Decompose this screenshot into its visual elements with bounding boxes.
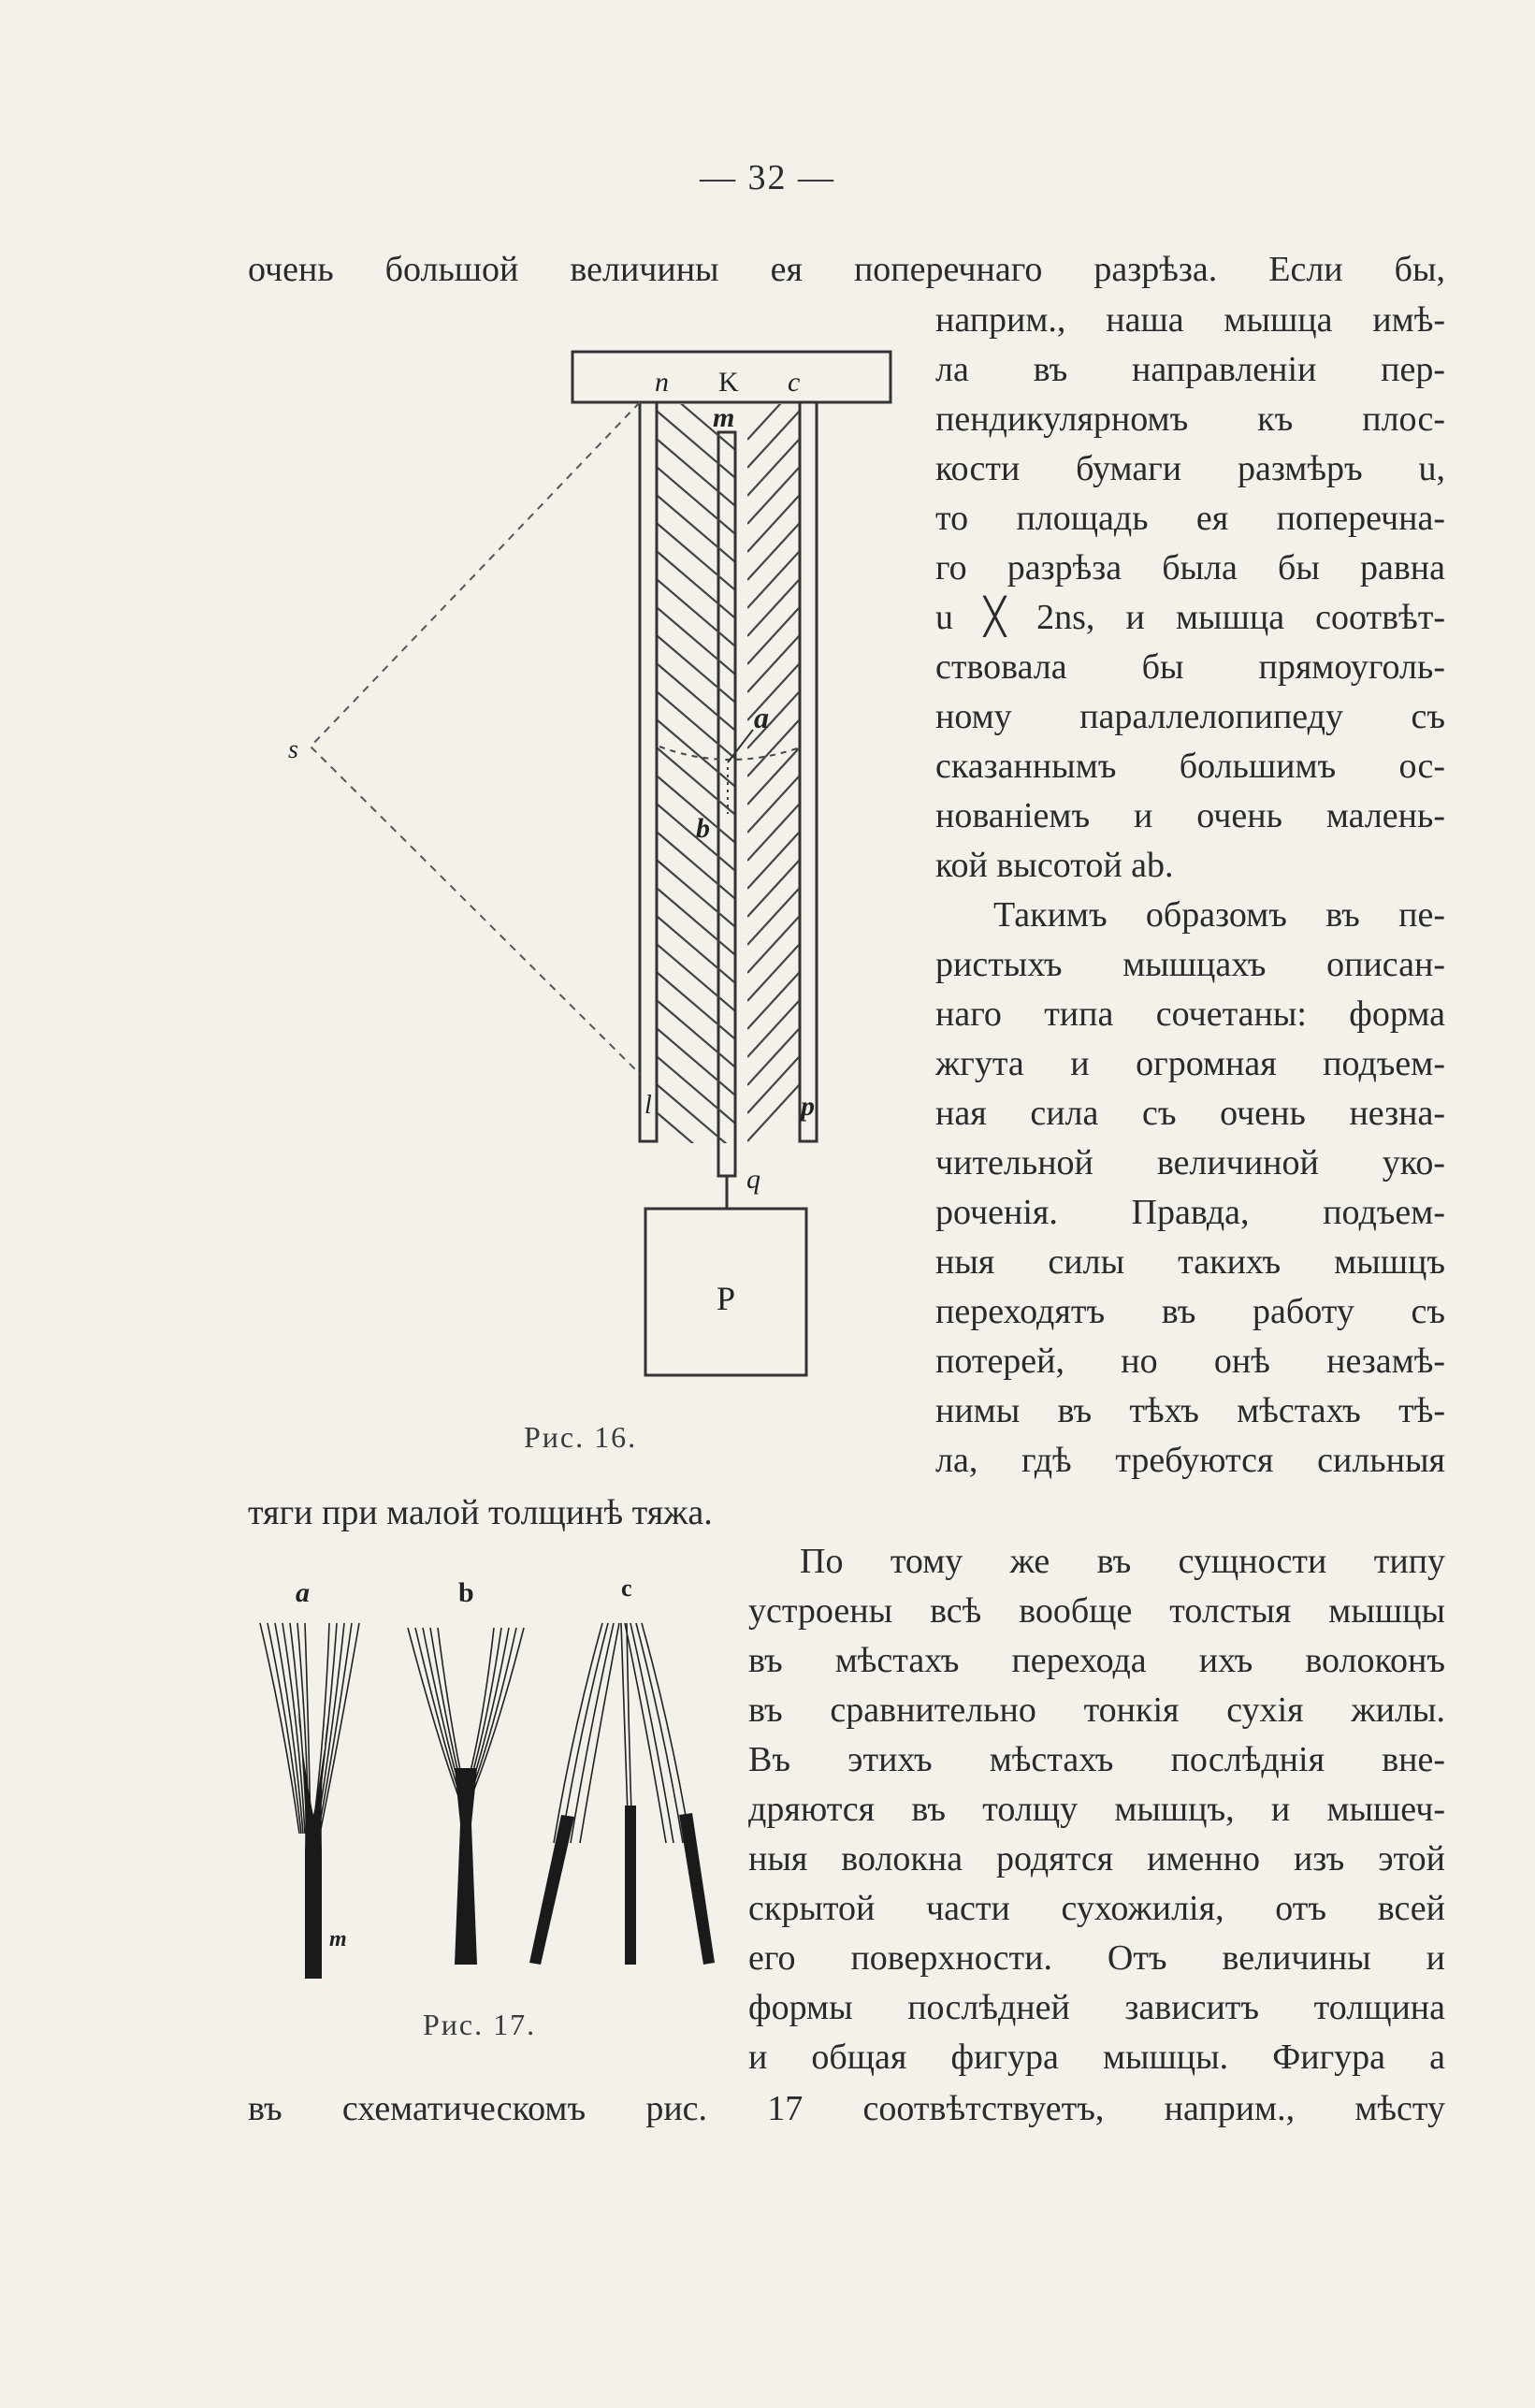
page-number: — 32 — <box>700 158 835 197</box>
text-line: наприм., наша мышца имѣ- <box>935 300 1445 340</box>
text-line: въ мѣстахъ перехода ихъ волоконъ <box>748 1641 1445 1680</box>
text-line: дряются въ толщу мышцъ, и мышеч- <box>748 1790 1445 1829</box>
text-line: кой высотой ab. <box>935 846 1174 885</box>
label-b: b <box>696 813 710 844</box>
text-line: въ сравнительно тонкія сухія жилы. <box>748 1690 1445 1730</box>
text-line: въ схематическомъ рис. 17 соотвѣтствуетъ, наприм., мѣсту <box>248 2089 1445 2128</box>
label-a: a <box>754 701 769 734</box>
text-line: Въ этихъ мѣстахъ послѣднія вне- <box>748 1740 1445 1779</box>
text-line: ному параллелопипеду съ <box>935 697 1445 736</box>
text-line: очень большой величины ея поперечнаго разрѣза. Если бы, <box>248 250 1445 289</box>
figure-17-tendon-shapes <box>243 1572 730 2002</box>
text-line: переходятъ въ работу съ <box>935 1292 1445 1331</box>
label-K: K <box>718 367 739 398</box>
text-line: го разрѣза была бы равна <box>935 548 1445 587</box>
text-line: сказаннымъ большимъ ос- <box>935 747 1445 786</box>
text-line: ла въ направленіи пер- <box>935 350 1445 389</box>
label-b: b <box>458 1577 474 1608</box>
text-line: наго типа сочетаны: форма <box>935 994 1445 1034</box>
figure-16-caption: Рис. 16. <box>524 1420 638 1454</box>
text-line: то площадь ея поперечна- <box>935 499 1445 538</box>
text-line: нимы въ тѣхъ мѣстахъ тѣ- <box>935 1391 1445 1430</box>
text-line: ныя волокна родятся именно изъ этой <box>748 1839 1445 1879</box>
label-s: s <box>288 735 298 764</box>
text-line: ла, гдѣ требуются сильныя <box>935 1441 1445 1480</box>
label-q: q <box>746 1164 760 1195</box>
text-line: Такимъ образомъ въ пе- <box>993 895 1445 935</box>
text-line: жгута и огромная подъем- <box>935 1044 1445 1083</box>
label-p: p <box>801 1091 815 1122</box>
label-m: m <box>713 402 735 433</box>
figure-17-caption: Рис. 17. <box>423 2008 537 2041</box>
label-l: l <box>644 1091 652 1120</box>
text-line: нованіемъ и очень малень- <box>935 796 1445 835</box>
label-c: c <box>621 1574 632 1602</box>
text-line: ныя силы такихъ мышцъ <box>935 1242 1445 1282</box>
text-line: его поверхности. Отъ величины и <box>748 1938 1445 1978</box>
text-line: По тому же въ сущности типу <box>800 1542 1445 1581</box>
label-a: a <box>296 1577 310 1608</box>
text-line: чительной величиной уко- <box>935 1143 1445 1182</box>
text-line: роченія. Правда, подъем- <box>935 1193 1445 1232</box>
label-c: c <box>788 367 801 398</box>
label-m: m <box>329 1927 347 1951</box>
text-line: тяги при малой толщинѣ тяжа. <box>248 1493 713 1532</box>
figure-16-pennate-muscle-diagram <box>281 346 917 1403</box>
text-line: и общая фигура мышцы. Фигура a <box>748 2038 1445 2077</box>
text-line: кости бумаги размѣръ u, <box>935 449 1445 488</box>
text-line: u ╳ 2ns, и мышца соотвѣт- <box>935 598 1445 637</box>
label-P: P <box>717 1280 736 1317</box>
label-n: n <box>655 367 669 398</box>
text-line: ристыхъ мышцахъ описан- <box>935 945 1445 984</box>
text-line: пендикулярномъ къ плос- <box>935 399 1445 439</box>
text-line: потерей, но онѣ незамѣ- <box>935 1342 1445 1381</box>
text-line: ная сила съ очень незна- <box>935 1094 1445 1133</box>
text-line: устроены всѣ вообще толстыя мышцы <box>748 1591 1445 1631</box>
text-line: формы послѣдней зависитъ толщина <box>748 1988 1445 2027</box>
text-line: скрытой части сухожилія, отъ всей <box>748 1889 1445 1928</box>
text-line: ствовала бы прямоуголь- <box>935 647 1445 687</box>
